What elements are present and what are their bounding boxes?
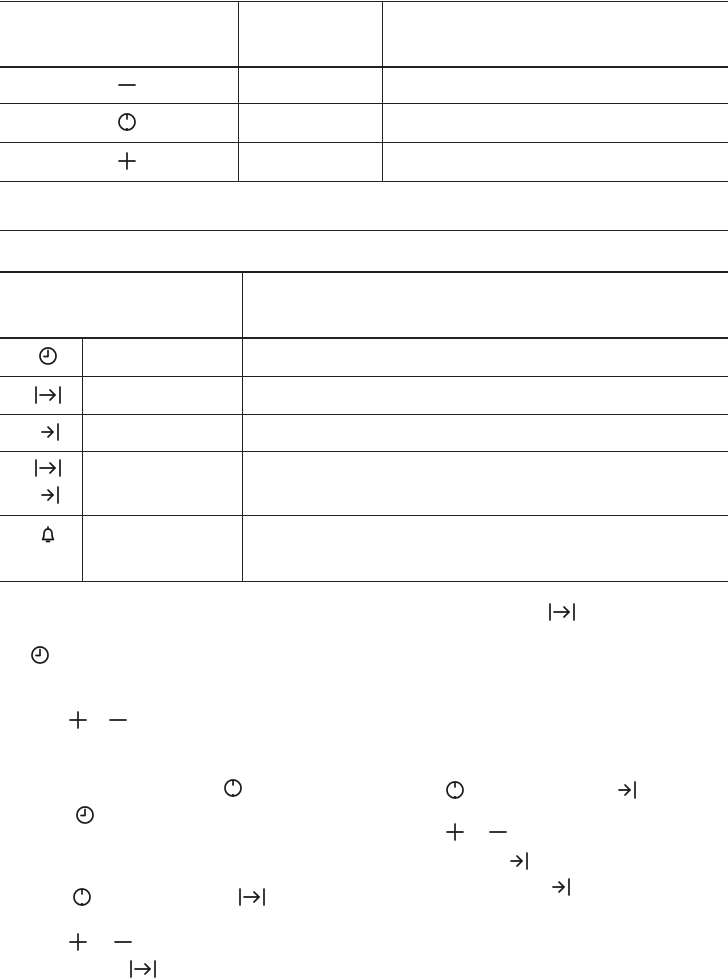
- clock-outline-icon: [223, 778, 243, 798]
- section-divider: [0, 230, 728, 231]
- table-header-divider: [0, 66, 728, 68]
- table-header-divider: [0, 337, 728, 339]
- column-divider: [82, 337, 83, 581]
- end-time-icon: [509, 851, 529, 871]
- duration-icon: [238, 887, 266, 907]
- clock-icon: [75, 805, 95, 825]
- end-time-icon: [551, 877, 571, 897]
- plus-icon: [445, 822, 465, 842]
- row-divider: [0, 142, 728, 143]
- duration-icon: [548, 602, 576, 622]
- clock-outline-icon: [445, 780, 465, 800]
- duration-icon: [34, 458, 62, 478]
- end-time-icon: [40, 485, 60, 505]
- end-time-icon: [40, 422, 60, 442]
- plus-icon: [68, 932, 88, 952]
- minus-icon: [488, 822, 508, 842]
- bell-icon: [38, 525, 58, 545]
- clock-outline-icon: [72, 887, 92, 907]
- minus-icon: [113, 932, 133, 952]
- row-divider: [0, 515, 728, 516]
- row-divider: [0, 451, 728, 452]
- clock-outline-icon: [117, 112, 137, 132]
- duration-icon: [129, 959, 157, 979]
- table-border: [0, 271, 728, 273]
- table-border: [0, 1, 728, 2]
- table-border: [0, 581, 728, 582]
- minus-icon: [108, 710, 128, 730]
- plus-icon: [117, 151, 137, 171]
- column-divider: [238, 1, 239, 181]
- clock-icon: [38, 346, 58, 366]
- duration-icon: [34, 385, 62, 405]
- row-divider: [0, 414, 728, 415]
- row-divider: [0, 103, 728, 104]
- row-divider: [0, 376, 728, 377]
- clock-icon: [30, 645, 50, 665]
- column-divider: [242, 271, 243, 581]
- column-divider: [382, 1, 383, 181]
- table-border: [0, 181, 728, 182]
- plus-icon: [68, 710, 88, 730]
- end-time-icon: [617, 780, 637, 800]
- minus-icon: [117, 75, 137, 95]
